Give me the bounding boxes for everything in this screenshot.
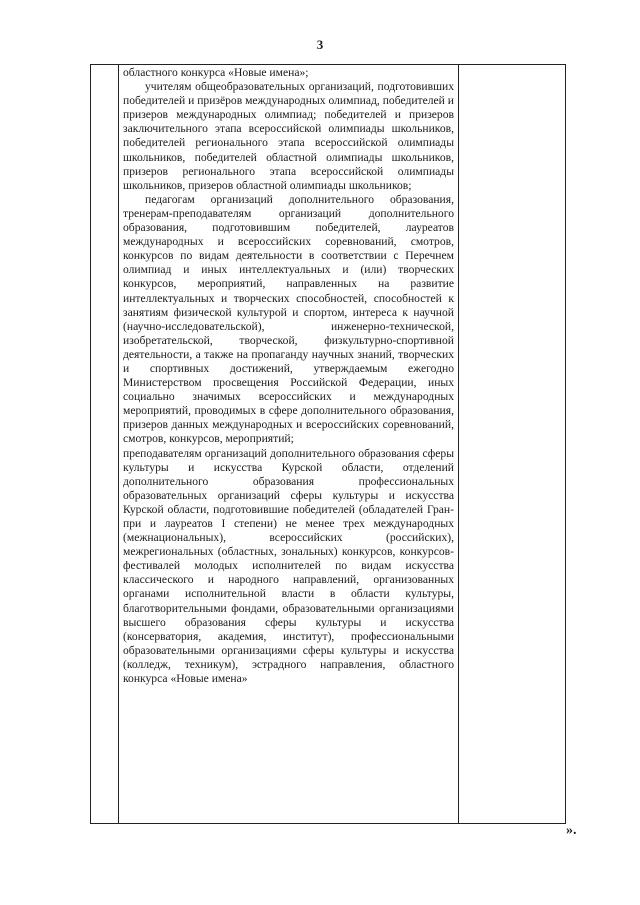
paragraph-continuation: областного конкурса «Новые имена»; bbox=[123, 66, 309, 79]
table-text-cell bbox=[123, 66, 454, 686]
closing-quote: ». bbox=[566, 823, 577, 838]
document-table bbox=[90, 64, 566, 824]
table-column-divider-left bbox=[118, 65, 119, 823]
page-number: 3 bbox=[316, 37, 324, 52]
paragraph-culture-teachers: преподавателям организаций дополнительного образования сферы культуры и искусства Курской области, отделений дополнительного образования профессиональных образовательных организаций сферы культуры и искусства Курской области, подготовившие победителей (обладателей Гран-при и лауреатов I степени) не менее трех международных (межнациональных), всероссийских (российских), межрегиональных (областных, зональных) конкурсов, конкурсов-фестивалей молодых исполнителей по видам искусства классического и народного направлений, организованных органами исполнительной власти в области культуры, благотворительными фондами, образовательными организациями высшего образования сферы культуры и искусства (консерватория, академия, институт), профессиональными образовательными организациями сферы культуры и искусства (колледж, техникум), эстрадного направления, областного конкурса «Новые имена» bbox=[123, 446, 454, 686]
paragraph-teachers: учителям общеобразовательных организаций, подготовивших победителей и призёров международных олимпиад, победителей и призеров международных олимпиад; победителей и призеров заключительного этапа всероссийской олимпиады школьников, победителей регионального этапа всероссийской олимпиады школьников, победителей областной олимпиады школьников, призеров регионального этапа всероссийской олимпиады школьников, призеров областной олимпиады школьников; bbox=[123, 80, 454, 192]
table-column-divider-right bbox=[458, 65, 459, 823]
paragraph-supplementary-educators: педагогам организаций дополнительного образования, тренерам-преподавателям организаций дополнительного образования, подготовившим победителей, лауреатов международных и всероссийских соревнований, смотров, конкурсов по видам деятельности в соответствии с Перечнем олимпиад и иных интеллектуальных и (или) творческих конкурсов, мероприятий, направленных на развитие интеллектуальных и творческих способностей, способностей к занятиям физической культурой и спортом, интереса к научной (научно-исследовательской), инженерно-технической, изобретательской, творческой, физкультурно-спортивной деятельности, а также на пропаганду научных знаний, творческих и спортивных достижений, утверждаемым ежегодно Министерством просвещения Российской Федерации, иных социально значимых всероссийских и международных мероприятий, проводимых в сфере дополнительного образования, призеров данных международных и всероссийских соревнований, смотров, конкурсов, мероприятий; bbox=[123, 192, 454, 446]
